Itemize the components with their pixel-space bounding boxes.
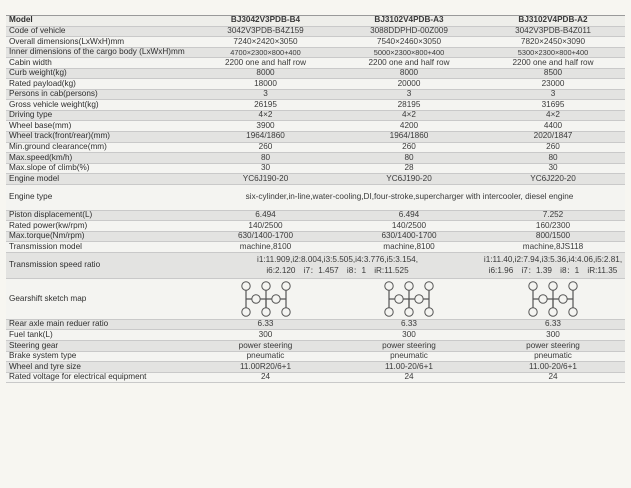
- spec-table: [6, 16, 625, 383]
- spec-label: Engine model: [6, 174, 194, 185]
- spec-value: 300: [337, 330, 481, 341]
- gearshift-row: [6, 278, 625, 319]
- spec-value: 160/2300: [481, 221, 625, 232]
- spec-value: 2020/1847: [481, 132, 625, 143]
- spec-value: 7540×2460×3050: [337, 37, 481, 48]
- spec-label: Driving type: [6, 110, 194, 121]
- spec-row: [6, 132, 625, 143]
- spec-value: 260: [481, 142, 625, 153]
- spec-row: [6, 174, 625, 185]
- speed-ratio-row: [6, 252, 625, 278]
- spec-value: 4400: [481, 121, 625, 132]
- spec-label: Rated voltage for electrical equipment: [6, 372, 194, 383]
- spec-row: [6, 231, 625, 242]
- spec-row: [6, 163, 625, 174]
- spec-value: 630/1400-1700: [194, 231, 337, 242]
- spec-value: 140/2500: [337, 221, 481, 232]
- gearshift-pattern-icon: [377, 280, 441, 318]
- engine-type-row: [6, 184, 625, 210]
- gearshift-sketch: [194, 278, 337, 319]
- spec-row: [6, 221, 625, 232]
- spec-value: 300: [194, 330, 337, 341]
- spec-value: pneumatic: [481, 351, 625, 362]
- spec-label: Brake system type: [6, 351, 194, 362]
- spec-label: Max.slope of climb(%): [6, 163, 194, 174]
- spec-value: 23000: [481, 79, 625, 90]
- spec-value: 80: [194, 153, 337, 164]
- spec-value: 30: [194, 163, 337, 174]
- spec-row: [6, 110, 625, 121]
- spec-row: [6, 362, 625, 373]
- spec-value: 260: [337, 142, 481, 153]
- spec-value: 30: [481, 163, 625, 174]
- header-label: Model: [6, 16, 194, 26]
- gearshift-pattern-icon: [521, 280, 585, 318]
- speed-ratio-right-lines: [483, 254, 623, 276]
- spec-value: machine,8100: [337, 242, 481, 253]
- spec-value: 3: [337, 89, 481, 100]
- spec-value: 18000: [194, 79, 337, 90]
- spec-row: [6, 26, 625, 37]
- spec-value: YC6J190-20: [194, 174, 337, 185]
- spec-value: 3900: [194, 121, 337, 132]
- spec-row: [6, 330, 625, 341]
- spec-value: pneumatic: [337, 351, 481, 362]
- gearshift-sketch: [481, 278, 625, 319]
- spec-label: Max.speed(km/h): [6, 153, 194, 164]
- spec-value: 6.33: [194, 319, 337, 330]
- engine-type-value: six-cylinder,in-line,water-cooling,DI,four-stroke,supercharger with intercooler, diesel engine: [194, 184, 625, 210]
- spec-value: 20000: [337, 79, 481, 90]
- spec-value: 4×2: [481, 110, 625, 121]
- spec-label: Overall dimensions(LxWxH)mm: [6, 37, 194, 48]
- spec-value: 24: [337, 372, 481, 383]
- spec-label: Min.ground clearance(mm): [6, 142, 194, 153]
- spec-value: 3088DDPHD-00Z009: [337, 26, 481, 37]
- speed-ratio-right: [481, 252, 625, 278]
- speed-ratio-line: i1:11.909,i2:8.004,i3:5.505,i4:3.776,i5:3.154,: [257, 255, 418, 265]
- spec-value: 11.00R20/6+1: [194, 362, 337, 373]
- header-row: [6, 16, 625, 26]
- spec-value: 260: [194, 142, 337, 153]
- spec-value: 800/1500: [481, 231, 625, 242]
- spec-value: 140/2500: [194, 221, 337, 232]
- spec-sheet: [6, 15, 625, 383]
- spec-value: 3: [194, 89, 337, 100]
- spec-value: 28: [337, 163, 481, 174]
- spec-value: 24: [481, 372, 625, 383]
- spec-label: Wheel and tyre size: [6, 362, 194, 373]
- spec-label: Rear axle main reduer ratio: [6, 319, 194, 330]
- spec-value: 11.00-20/6+1: [481, 362, 625, 373]
- spec-value: 4×2: [194, 110, 337, 121]
- spec-row: [6, 153, 625, 164]
- spec-label: Persons in cab(persons): [6, 89, 194, 100]
- spec-label: Wheel track(front/rear)(mm): [6, 132, 194, 143]
- spec-value: 5300×2300×800+400: [481, 47, 625, 58]
- speed-ratio-line: i6:1.96 i7：1.39 i8：1 iR:11.35: [488, 266, 618, 276]
- spec-row: [6, 68, 625, 79]
- spec-value: 7.252: [481, 210, 625, 221]
- spec-value: YC6J190-20: [337, 174, 481, 185]
- model-name: BJ3102V4PDB-A3: [337, 16, 481, 26]
- speed-ratio-line: i6:2.120 i7：1.457 i8：1 iR:11.525: [266, 266, 409, 276]
- spec-value: power steering: [481, 341, 625, 352]
- gearshift-pattern-icon: [234, 280, 298, 318]
- spec-value: 8000: [194, 68, 337, 79]
- spec-label: Max.torque(Nm/rpm): [6, 231, 194, 242]
- spec-value: 28195: [337, 100, 481, 111]
- spec-row: [6, 351, 625, 362]
- gearshift-sketch: [337, 278, 481, 319]
- spec-value: 4700×2300×800+400: [194, 47, 337, 58]
- speed-ratio-line: i1:11.40,i2:7.94,i3:5.36,i4:4.06,i5:2.81,: [483, 255, 623, 265]
- spec-value: 2200 one and half row: [481, 58, 625, 69]
- spec-value: 5000×2300×800+400: [337, 47, 481, 58]
- model-name: BJ3042V3PDB-B4: [194, 16, 337, 26]
- spec-label: Engine type: [6, 184, 194, 210]
- spec-row: [6, 58, 625, 69]
- spec-label: Code of vehicle: [6, 26, 194, 37]
- spec-row: [6, 341, 625, 352]
- spec-value: 4×2: [337, 110, 481, 121]
- spec-value: 6.494: [194, 210, 337, 221]
- speed-ratio-left: [194, 252, 481, 278]
- spec-row: [6, 79, 625, 90]
- spec-label: Steering gear: [6, 341, 194, 352]
- spec-row: [6, 47, 625, 58]
- spec-value: 8500: [481, 68, 625, 79]
- spec-row: [6, 210, 625, 221]
- spec-value: 24: [194, 372, 337, 383]
- spec-row: [6, 37, 625, 48]
- spec-row: [6, 242, 625, 253]
- spec-value: pneumatic: [194, 351, 337, 362]
- spec-label: Curb weight(kg): [6, 68, 194, 79]
- spec-row: [6, 372, 625, 383]
- spec-value: 630/1400-1700: [337, 231, 481, 242]
- spec-label: Wheel base(mm): [6, 121, 194, 132]
- spec-value: 6.33: [337, 319, 481, 330]
- spec-value: 3042V3PDB-B4Z011: [481, 26, 625, 37]
- spec-value: machine,8100: [194, 242, 337, 253]
- spec-value: YC6J220-20: [481, 174, 625, 185]
- spec-value: 300: [481, 330, 625, 341]
- spec-value: 31695: [481, 100, 625, 111]
- spec-label: Transmission speed ratio: [6, 252, 194, 278]
- speed-ratio-left-lines: [196, 254, 479, 276]
- spec-label: Gross vehicle weight(kg): [6, 100, 194, 111]
- spec-value: 6.33: [481, 319, 625, 330]
- spec-value: 2200 one and half row: [194, 58, 337, 69]
- spec-value: 1964/1860: [194, 132, 337, 143]
- spec-value: 26195: [194, 100, 337, 111]
- spec-value: 2200 one and half row: [337, 58, 481, 69]
- spec-label: Piston displacement(L): [6, 210, 194, 221]
- spec-value: 8000: [337, 68, 481, 79]
- spec-value: 3042V3PDB-B4Z159: [194, 26, 337, 37]
- spec-value: 11.00-20/6+1: [337, 362, 481, 373]
- spec-value: 6.494: [337, 210, 481, 221]
- spec-row: [6, 100, 625, 111]
- spec-value: 7820×2450×3090: [481, 37, 625, 48]
- spec-label: Gearshift sketch map: [6, 278, 194, 319]
- spec-value: power steering: [337, 341, 481, 352]
- spec-row: [6, 142, 625, 153]
- spec-label: Rated power(kw/rpm): [6, 221, 194, 232]
- model-name: BJ3102V4PDB-A2: [481, 16, 625, 26]
- spec-row: [6, 121, 625, 132]
- spec-label: Rated payload(kg): [6, 79, 194, 90]
- spec-label: Cabin width: [6, 58, 194, 69]
- spec-label: Fuel tank(L): [6, 330, 194, 341]
- spec-value: machine,8JS118: [481, 242, 625, 253]
- spec-value: 7240×2420×3050: [194, 37, 337, 48]
- spec-value: 3: [481, 89, 625, 100]
- spec-value: power steering: [194, 341, 337, 352]
- spec-row: [6, 89, 625, 100]
- spec-value: 1964/1860: [337, 132, 481, 143]
- spec-label: Transmission model: [6, 242, 194, 253]
- spec-value: 80: [337, 153, 481, 164]
- spec-row: [6, 319, 625, 330]
- spec-value: 80: [481, 153, 625, 164]
- spec-value: 4200: [337, 121, 481, 132]
- spec-label: Inner dimensions of the cargo body (LxWxH)mm: [6, 47, 194, 58]
